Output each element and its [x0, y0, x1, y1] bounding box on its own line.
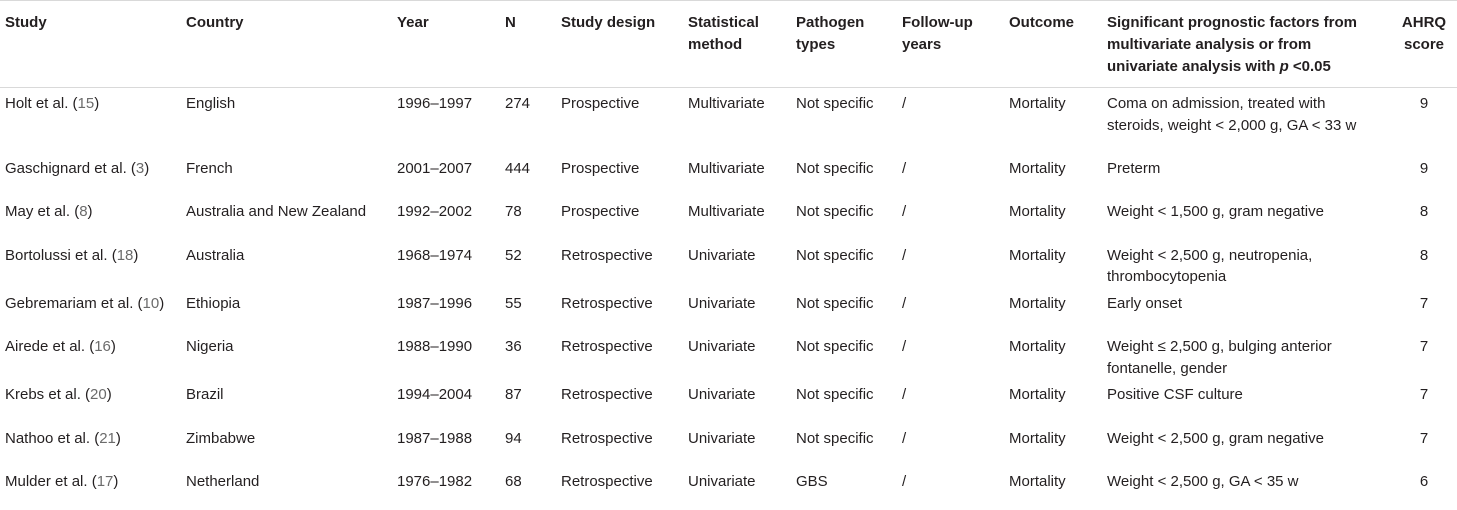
pathogen-types-cell: Not specific	[796, 159, 874, 177]
study-design-cell: Prospective	[561, 203, 640, 220]
study-cell	[0, 331, 181, 379]
year-cell: 1987–1996	[397, 294, 473, 312]
study-close-paren: )	[106, 386, 112, 403]
header-n: N	[500, 1, 556, 88]
pathogen-types-cell: Not specific	[796, 246, 874, 264]
n-cell: 78	[505, 203, 522, 220]
outcome-cell: Mortality	[1009, 294, 1066, 312]
statistical-method-cell: Univariate	[688, 294, 756, 312]
country-cell: Netherland	[186, 473, 260, 490]
reference-link[interactable]: 18	[116, 246, 134, 264]
table-row	[0, 88, 1457, 153]
prognostic-factors-cell: Weight < 2,500 g, GA < 35 w	[1107, 473, 1299, 490]
study-close-paren: )	[115, 429, 121, 447]
year-cell: 1994–2004	[397, 386, 473, 403]
outcome-cell: Mortality	[1009, 338, 1066, 355]
table-row	[0, 423, 1457, 467]
country-cell: Ethiopia	[186, 294, 241, 312]
follow-up-cell: /	[902, 203, 907, 220]
year-cell: 1968–1974	[397, 246, 473, 264]
study-close-paren: )	[133, 246, 139, 264]
study-cell	[0, 288, 181, 332]
header-study: Study	[0, 1, 181, 88]
study-cell	[0, 88, 181, 153]
table-row	[0, 331, 1457, 379]
ahrq-score-cell: 7	[1419, 429, 1429, 447]
header-prognostic-factors	[1102, 1, 1392, 88]
prognostic-factors-cell: Coma on admission, treated with steroids, weight < 2,000 g, GA < 33 w	[1107, 95, 1357, 134]
follow-up-cell: /	[902, 294, 907, 312]
outcome-cell: Mortality	[1009, 246, 1066, 264]
n-cell: 94	[505, 429, 522, 447]
n-cell: 55	[505, 294, 522, 312]
header-ahrq-score: AHRQ score	[1392, 1, 1457, 88]
prognostic-factors-cell: Weight < 1,500 g, gram negative	[1107, 203, 1324, 220]
statistical-method-cell: Univariate	[688, 246, 756, 264]
follow-up-cell: /	[902, 159, 907, 177]
ahrq-score-cell: 9	[1419, 159, 1429, 177]
header-follow-up-years: Follow-up years	[897, 1, 1004, 88]
header-statistical-method: Statistical method	[683, 1, 791, 88]
prognostic-factors-cell: Positive CSF culture	[1107, 386, 1243, 403]
follow-up-cell: /	[902, 429, 907, 447]
header-outcome: Outcome	[1004, 1, 1102, 88]
header-pathogen-types: Pathogen types	[791, 1, 897, 88]
prognostic-factors-cell: Weight < 2,500 g, neutropenia, thrombocytopenia	[1107, 246, 1313, 285]
outcome-cell: Mortality	[1009, 473, 1066, 490]
header-country: Country	[181, 1, 392, 88]
header-factors-threshold: <0.05	[1288, 58, 1331, 75]
pathogen-types-cell: GBS	[796, 473, 828, 490]
n-cell: 444	[505, 159, 531, 177]
study-close-paren: )	[159, 294, 165, 312]
year-cell: 1976–1982	[397, 473, 473, 490]
study-cell	[0, 196, 181, 240]
study-author: Holt et al. (	[5, 95, 78, 112]
country-cell: Nigeria	[186, 338, 234, 355]
table-row	[0, 379, 1457, 423]
pathogen-types-cell: Not specific	[796, 338, 874, 355]
study-author: Bortolussi et al. (	[5, 246, 117, 264]
ahrq-score-cell: 7	[1419, 338, 1429, 355]
pathogen-types-cell: Not specific	[796, 95, 874, 112]
study-cell	[0, 423, 181, 467]
prognostic-factors-cell: Early onset	[1107, 294, 1183, 312]
table-body	[0, 88, 1457, 510]
prognostic-factors-cell: Weight ≤ 2,500 g, bulging anterior fontanelle, gender	[1107, 338, 1332, 377]
country-cell: Brazil	[186, 386, 224, 403]
outcome-cell: Mortality	[1009, 159, 1066, 177]
ahrq-score-cell: 8	[1419, 203, 1429, 220]
study-close-paren: )	[87, 203, 93, 220]
statistical-method-cell: Univariate	[688, 386, 756, 403]
reference-link[interactable]: 8	[79, 203, 88, 220]
study-close-paren: )	[94, 95, 100, 112]
study-cell	[0, 466, 181, 510]
table-row	[0, 240, 1457, 288]
pathogen-types-cell: Not specific	[796, 386, 874, 403]
study-author: Mulder et al. (	[5, 473, 97, 490]
follow-up-cell: /	[902, 386, 907, 403]
study-author: Krebs et al. (	[5, 386, 91, 403]
statistical-method-cell: Multivariate	[688, 95, 765, 112]
n-cell: 274	[505, 95, 531, 112]
study-cell	[0, 240, 181, 288]
reference-link[interactable]: 3	[135, 159, 145, 177]
table-row	[0, 288, 1457, 332]
study-author: Airede et al. (	[5, 338, 95, 355]
reference-link[interactable]: 21	[99, 429, 116, 447]
outcome-cell: Mortality	[1009, 386, 1066, 403]
outcome-cell: Mortality	[1009, 429, 1066, 447]
table-row	[0, 196, 1457, 240]
study-design-cell: Retrospective	[561, 429, 653, 447]
statistical-method-cell: Univariate	[688, 429, 756, 447]
study-close-paren: )	[113, 473, 119, 490]
country-cell: Australia and New Zealand	[186, 203, 367, 220]
prognostic-factors-cell: Preterm	[1107, 159, 1161, 177]
study-design-cell: Retrospective	[561, 473, 653, 490]
n-cell: 68	[505, 473, 522, 490]
pathogen-types-cell: Not specific	[796, 294, 874, 312]
year-cell: 1996–1997	[397, 95, 473, 112]
table-row	[0, 466, 1457, 510]
n-cell: 52	[505, 246, 522, 264]
study-design-cell: Retrospective	[561, 386, 653, 403]
follow-up-cell: /	[902, 95, 907, 112]
country-cell: Zimbabwe	[186, 429, 256, 447]
ahrq-score-cell: 7	[1419, 386, 1429, 403]
study-design-cell: Retrospective	[561, 294, 653, 312]
header-row	[0, 1, 1457, 88]
study-design-cell: Retrospective	[561, 338, 653, 355]
n-cell: 87	[505, 386, 522, 403]
study-author: Gaschignard et al. (	[5, 159, 136, 177]
outcome-cell: Mortality	[1009, 95, 1066, 112]
country-cell: French	[186, 159, 233, 177]
country-cell: English	[186, 95, 236, 112]
study-cell	[0, 379, 181, 423]
n-cell: 36	[505, 338, 522, 355]
pathogen-types-cell: Not specific	[796, 429, 874, 447]
reference-link[interactable]: 15	[77, 95, 95, 112]
follow-up-cell: /	[902, 473, 907, 490]
header-study-design: Study design	[556, 1, 683, 88]
header-factors-p: p	[1279, 58, 1289, 75]
ahrq-score-cell: 7	[1419, 294, 1429, 312]
year-cell: 2001–2007	[397, 159, 473, 177]
follow-up-cell: /	[902, 338, 907, 355]
statistical-method-cell: Univariate	[688, 338, 756, 355]
study-design-cell: Retrospective	[561, 246, 653, 264]
country-cell: Australia	[186, 246, 245, 264]
year-cell: 1992–2002	[397, 203, 473, 220]
table-row	[0, 153, 1457, 197]
year-cell: 1987–1988	[397, 429, 473, 447]
study-cell	[0, 153, 181, 197]
prognostic-factors-cell: Weight < 2,500 g, gram negative	[1107, 429, 1324, 447]
year-cell: 1988–1990	[397, 338, 473, 355]
header-factors-text: Significant prognostic factors from multivariate analysis or from univariate analysis with	[1107, 14, 1358, 75]
reference-link[interactable]: 10	[142, 294, 160, 312]
reference-link[interactable]: 20	[90, 386, 107, 403]
statistical-method-cell: Multivariate	[688, 203, 765, 220]
study-author: May et al. (	[5, 203, 80, 220]
ahrq-score-cell: 8	[1419, 246, 1429, 264]
study-design-cell: Prospective	[561, 159, 640, 177]
header-year: Year	[392, 1, 500, 88]
statistical-method-cell: Univariate	[688, 473, 756, 490]
follow-up-cell: /	[902, 246, 907, 264]
study-design-cell: Prospective	[561, 95, 640, 112]
study-close-paren: )	[144, 159, 150, 177]
reference-link[interactable]: 17	[96, 473, 114, 490]
statistical-method-cell: Multivariate	[688, 159, 765, 177]
outcome-cell: Mortality	[1009, 203, 1066, 220]
study-author: Gebremariam et al. (	[5, 294, 143, 312]
study-close-paren: )	[110, 338, 116, 355]
study-author: Nathoo et al. (	[5, 429, 100, 447]
reference-link[interactable]: 16	[94, 338, 111, 355]
ahrq-score-cell: 9	[1419, 95, 1429, 112]
pathogen-types-cell: Not specific	[796, 203, 874, 220]
ahrq-score-cell: 6	[1419, 473, 1429, 490]
